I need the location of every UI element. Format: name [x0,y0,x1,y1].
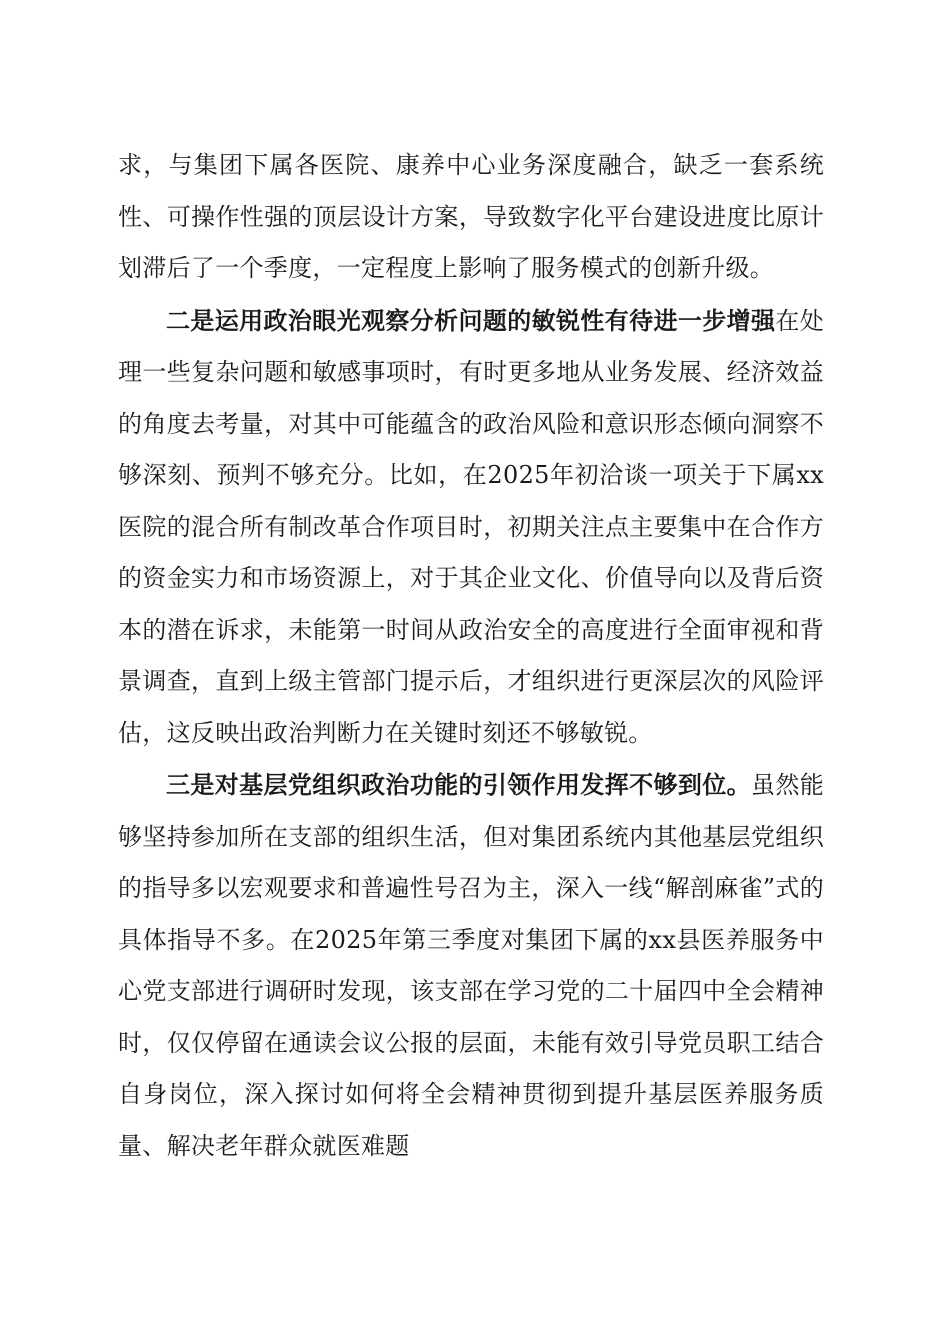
document-body [118,140,824,1172]
paragraph-political-sensitivity [118,295,824,760]
paragraph-grassroots-guidance [118,759,824,1172]
paragraph-2-text: 在处理一些复杂问题和敏感事项时，有时更多地从业务发展、经济效益的角度去考量，对其中可能蕴含的政治风险和意识形态倾向洞察不够深刻、预判不够充分。比如，在2025年初洽谈一项关于下属xx医院的混合所有制改革合作项目时，初期关注点主要集中在合作方的资金实力和市场资源上，对于其企业文化、价值导向以及背后资本的潜在诉求，未能第一时间从政治安全的高度进行全面审视和背景调查，直到上级主管部门提示后，才组织进行更深层次的风险评估，这反映出政治判断力在关键时刻还不够敏锐。 [118,306,825,747]
paragraph-1-text: 求，与集团下属各医院、康养中心业务深度融合，缺乏一套系统性、可操作性强的顶层设计方案，导致数字化平台建设进度比原计划滞后了一个季度，一定程度上影响了服务模式的创新升级。 [118,151,824,282]
paragraph-2-heading: 二是运用政治眼光观察分析问题的敏锐性有待进一步增强 [166,305,776,335]
paragraph-3-text: 虽然能够坚持参加所在支部的组织生活，但对集团系统内其他基层党组织的指导多以宏观要求和普遍性号召为主，深入一线“解剖麻雀”式的具体指导不多。在2025年第三季度对集团下属的xx县医养服务中心党支部进行调研时发现，该支部在学习党的二十届四中全会精神时，仅仅停留在通读会议公报的层面，未能有效引导党员职工结合自身岗位，深入探讨如何将全会精神贯彻到提升基层医养服务质量、解决老年群众就医难题 [118,771,824,1160]
paragraph-3-heading: 三是对基层党组织政治功能的引领作用发挥不够到位。 [166,770,751,799]
paragraph-continuation [118,140,824,295]
